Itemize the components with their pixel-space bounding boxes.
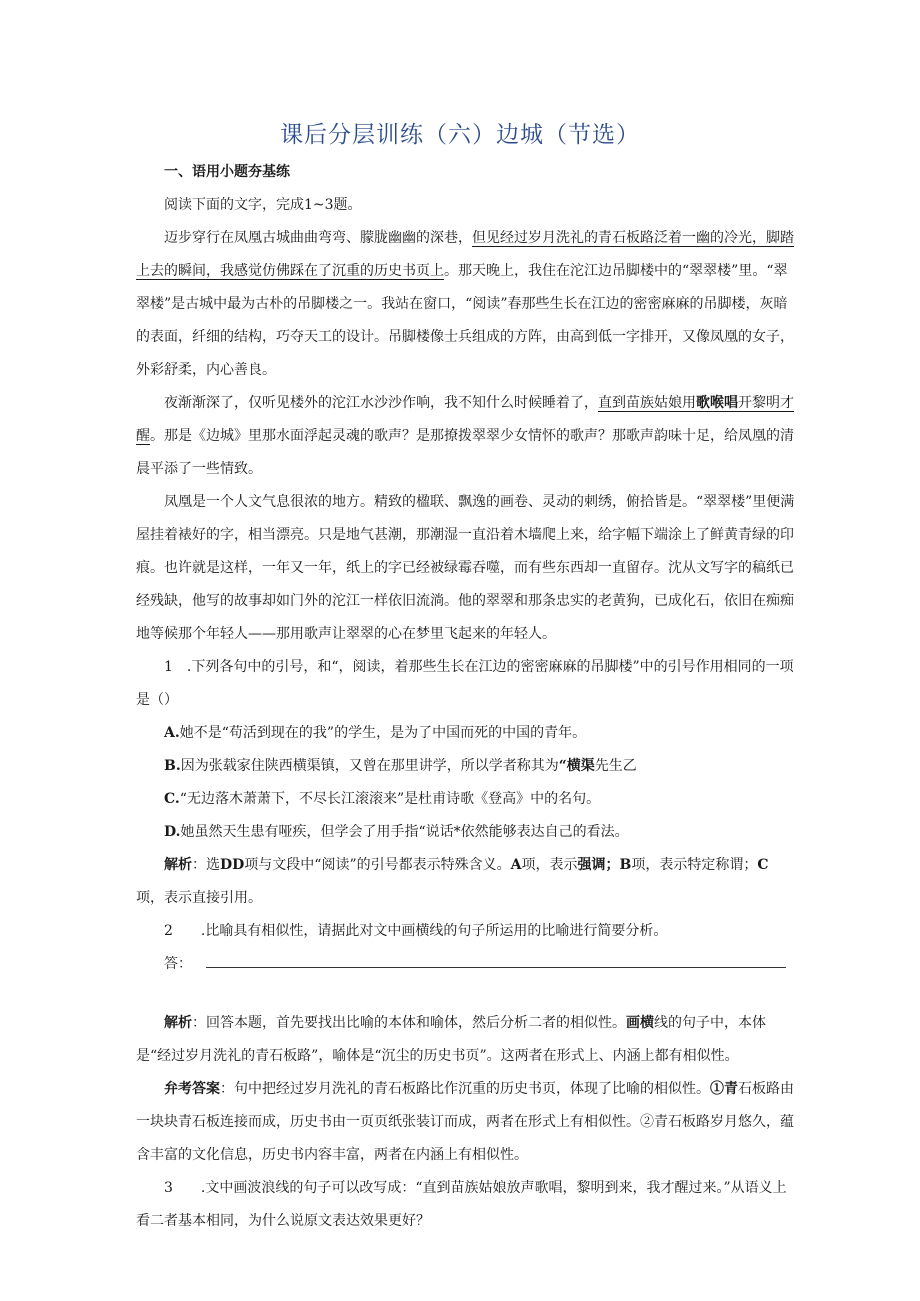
analysis-bold: 画横 [626,1015,654,1031]
passage-paragraph-3: 凤凰是一个人文气息很浓的地方。精致的楹联、飘逸的画卷、灵动的刺绣，俯拾皆是。“翠翠楼”里便满屋挂着裱好的字，相当漂亮。只是地气甚潮，那潮湿一直沿着木墙爬上来，给字幅下端涂上了鲜黄青绿的印痕。也许就是这样，一年又一年，纸上的字已经被绿霉吞噬，而有些东西却一直留存。沈从文写字的稿纸已经残缺，他写的故事却如门外的沱江一样依旧流淌。他的翠翠和那条忠实的老黄狗，已成化石，依旧在痴痴地等候那个年轻人——那用歌声让翠翠的心在梦里飞起来的年轻人。 [136,494,795,642]
analysis-text: 项，表示 [521,857,578,873]
option-letter: B. [164,758,181,774]
passage-text: 夜渐渐深了，仅听见楼外的沱江水沙沙作响，我不知什么时候睡着了， [164,395,598,411]
passage-text: 。那天晚上，我住在沱江边吊脚楼中的“翠翠楼”里。“翠翠楼”是古城中最为古朴的吊脚楼之一。我站在窗口，“阅读”春那些生长在江边的密密麻麻的吊脚楼，灰暗的表面，纤细的结构，巧夺天工的设计。吊脚楼像士兵组成的方阵，由高到低一字排开，又像凤凰的女子，外彩舒柔，内心善良。 [136,263,794,378]
option-d [136,816,796,849]
question-1-analysis [136,849,796,915]
passage-paragraph-2 [136,387,796,486]
passage-text: 。那是《边城》里那水面浮起灵魂的歌声？是那撩拨翠翠少女情怀的歌声？那歌声韵味十足，给凤凰的清晨平添了一些情致。 [136,428,794,477]
option-letter: D. [164,824,181,840]
option-letter: C. [164,791,180,807]
passage-text: 迈步穿行在凤凰古城曲曲弯弯、朦胧幽幽的深巷， [164,230,472,246]
analysis-text: 项与文段中“阅读”的引号都表示特殊含义。 [244,857,511,873]
wavy-sentence-bold: 歌喉唱 [696,395,738,411]
question-3-stem: 3 .文中画波浪线的句子可以改写成：“直到苗族姑娘放声歌唱，黎明到来，我才醒过来。”从语义上看二者基本相同，为什么说原文表达效果更好？ [136,1180,787,1229]
reference-text: 石板路由一块块青石板连接而成，历史书由一页页纸张装订而成，两者在形式上有相似性。②青石板路岁月悠久，蕴含丰富的文化信息，历史书内容丰富，两者在内涵上有相似性。 [136,1081,794,1163]
reference-text: ：句中把经过岁月洗礼的青石板路比作沉重的历史书页，体现了比喻的相似性。 [220,1081,710,1097]
answer-label: 答： [164,956,192,972]
analysis-text: ：回答本题，首先要找出比喻的本体和喻体，然后分析二者的相似性。 [192,1015,626,1031]
answer-line[interactable] [136,948,796,981]
underlined-sentence: 但见经过岁月洗礼的青石板路泛着一幽的冷光，脚踏上去的瞬间，我感觉仿佛踩在了沉重的历史书页上 [136,230,794,279]
question-1-stem: 1 .下列各句中的引号，和“，阅读，着那些生长在江边的密密麻麻的吊脚楼”中的引号作用相同的一项是（） [136,659,794,708]
answer-blank[interactable] [206,967,786,968]
document-body [136,156,796,1238]
analysis-bold: A [510,857,522,873]
analysis-bold: C [757,857,769,873]
analysis-bold: 强调；B [577,857,632,873]
wavy-sentence-part: 直到苗族姑娘用 [598,395,696,411]
wavy-sentence-part: 开黎明才醒 [136,395,794,444]
option-text: “无边落木萧萧下，不尽长江滚滚来”是杜甫诗歌《登高》中的名句。 [179,791,601,807]
option-text: 因为张载家住陕西横渠镇，又曾在那里讲学，所以学者称其为 [180,758,559,774]
question-2-stem: 2 .比喻具有相似性，请据此对文中画横线的句子所运用的比喻进行简要分析。 [164,923,668,939]
analysis-bold: DD [220,857,245,873]
question-2-reference-answer [136,1073,796,1172]
option-text: 先生乙 [594,758,637,774]
analysis-text: 项，表示直接引用。 [136,890,262,906]
option-a [136,717,796,750]
instruction-text: 阅读下面的文字，完成1~3题。 [164,197,362,213]
option-c [136,783,796,816]
passage-paragraph-1 [136,222,796,387]
option-text: 她虽然天生患有哑疾，但学会了用手指“说话*依然能够表达自己的看法。 [180,824,629,840]
reference-bold: ①青 [710,1081,738,1097]
analysis-text: 项，表示特定称谓； [631,857,758,873]
option-text: 她不是“苟活到现在的我”的学生，是为了中国而死的中国的青年。 [179,725,587,741]
question-2-analysis [136,1007,796,1073]
page-title: 课后分层训练（六）边城（节选） [280,122,640,148]
section-heading: 一、语用小题夯基练 [164,164,290,180]
reference-label: 弁考答案 [164,1081,220,1097]
option-letter: A. [164,725,180,741]
spacer [136,981,796,1007]
option-b [136,750,796,783]
analysis-label: 解析 [164,1015,192,1031]
analysis-label: 解析 [164,857,192,873]
analysis-text: ：选 [192,857,220,873]
analysis-text: 线的句子中，本体是“经过岁月洗礼的青石板路”，喻体是“沉尘的历史书页”。这两者在形式上、内涵上都有相似性。 [136,1015,766,1064]
option-text-bold: “横渠 [558,758,595,774]
